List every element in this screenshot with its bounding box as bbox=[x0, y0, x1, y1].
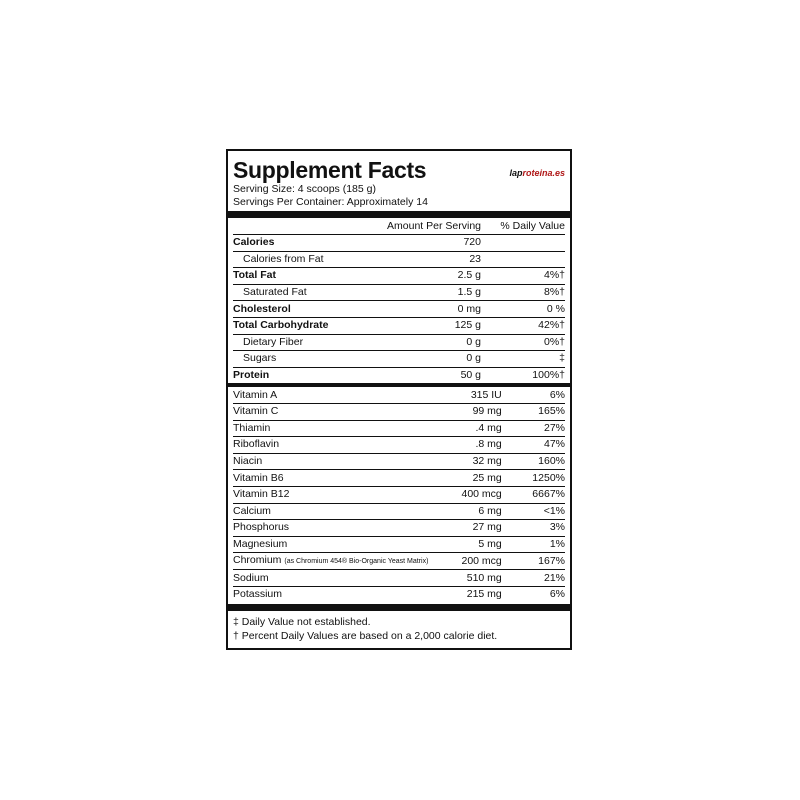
nutrient-row bbox=[233, 503, 565, 520]
column-header-row bbox=[233, 218, 565, 235]
nutrient-row bbox=[233, 235, 565, 252]
nutrient-name: Niacin bbox=[233, 453, 428, 470]
nutrient-row bbox=[233, 453, 565, 470]
nutrient-daily-value: 27% bbox=[508, 420, 565, 437]
nutrient-amount: 1.5 g bbox=[366, 284, 487, 301]
nutrient-name: Dietary Fiber bbox=[233, 334, 366, 351]
nutrient-row bbox=[233, 536, 565, 553]
nutrient-row bbox=[233, 470, 565, 487]
nutrient-daily-value: 165% bbox=[508, 403, 565, 420]
header-blank bbox=[233, 218, 366, 235]
nutrient-amount: 0 mg bbox=[366, 301, 487, 318]
amount-header: Amount Per Serving bbox=[366, 218, 487, 235]
nutrient-amount: 720 bbox=[366, 235, 487, 252]
nutrient-name: Calories from Fat bbox=[233, 251, 366, 268]
nutrient-amount: 315 IU bbox=[428, 387, 507, 403]
nutrient-row bbox=[233, 351, 565, 368]
daily-value-header: % Daily Value bbox=[487, 218, 565, 235]
micros-table bbox=[233, 387, 565, 602]
nutrient-daily-value: 1% bbox=[508, 536, 565, 553]
nutrient-amount: .8 mg bbox=[428, 437, 507, 454]
nutrient-amount: 27 mg bbox=[428, 520, 507, 537]
nutrient-daily-value: 1250% bbox=[508, 470, 565, 487]
nutrient-name: Calcium bbox=[233, 503, 428, 520]
nutrient-row bbox=[233, 387, 565, 403]
nutrient-row bbox=[233, 317, 565, 334]
nutrient-name: Riboflavin bbox=[233, 437, 428, 454]
nutrient-daily-value: 8%† bbox=[487, 284, 565, 301]
nutrient-name: Vitamin C bbox=[233, 403, 428, 420]
nutrient-name: Magnesium bbox=[233, 536, 428, 553]
nutrient-row bbox=[233, 553, 565, 570]
nutrient-row bbox=[233, 284, 565, 301]
serving-size: Serving Size: 4 scoops (185 g) bbox=[233, 183, 376, 195]
nutrient-daily-value: 0%† bbox=[487, 334, 565, 351]
nutrient-daily-value bbox=[487, 235, 565, 252]
nutrient-row bbox=[233, 437, 565, 454]
footnotes bbox=[233, 611, 565, 643]
nutrient-name: Vitamin B6 bbox=[233, 470, 428, 487]
nutrient-daily-value: 42%† bbox=[487, 317, 565, 334]
nutrient-amount: 99 mg bbox=[428, 403, 507, 420]
nutrient-daily-value: 160% bbox=[508, 453, 565, 470]
nutrient-amount: 32 mg bbox=[428, 453, 507, 470]
nutrient-daily-value: 0 % bbox=[487, 301, 565, 318]
nutrient-daily-value: <1% bbox=[508, 503, 565, 520]
servings-per-container: Servings Per Container: Approximately 14 bbox=[233, 196, 428, 208]
nutrient-daily-value: 3% bbox=[508, 520, 565, 537]
nutrient-row bbox=[233, 334, 565, 351]
nutrient-row bbox=[233, 586, 565, 602]
nutrient-name: Potassium bbox=[233, 588, 283, 601]
divider-thick bbox=[228, 211, 570, 218]
nutrient-amount: 23 bbox=[366, 251, 487, 268]
footnote-daily-value: ‡ Daily Value not established. bbox=[233, 616, 371, 629]
nutrient-name: Sodium bbox=[233, 570, 428, 587]
nutrient-row bbox=[233, 420, 565, 437]
nutrient-amount: 0 g bbox=[366, 351, 487, 368]
nutrient-name: Total Fat bbox=[233, 268, 366, 285]
nutrient-amount: 6 mg bbox=[428, 503, 507, 520]
nutrient-daily-value bbox=[487, 251, 565, 268]
nutrient-row bbox=[233, 520, 565, 537]
nutrient-row bbox=[233, 268, 565, 285]
nutrient-name: Phosphorus bbox=[233, 520, 428, 537]
nutrient-amount: 2.5 g bbox=[366, 268, 487, 285]
nutrient-amount: 200 mcg bbox=[428, 553, 507, 570]
nutrient-name: Chromium (as Chromium 454® Bio-Organic Yeast Matrix) bbox=[233, 553, 428, 570]
nutrient-daily-value: 6% bbox=[549, 588, 565, 601]
nutrient-name: Total Carbohydrate bbox=[233, 317, 366, 334]
brand-logo: laproteina.es bbox=[509, 168, 565, 178]
nutrient-row bbox=[233, 570, 565, 587]
nutrient-name: Vitamin A bbox=[233, 387, 428, 403]
nutrient-amount: 510 mg bbox=[428, 570, 507, 587]
nutrient-daily-value: 21% bbox=[508, 570, 565, 587]
nutrient-note: (as Chromium 454® Bio-Organic Yeast Matrix) bbox=[284, 558, 429, 566]
nutrient-amount: 50 g bbox=[460, 369, 481, 382]
nutrient-daily-value: 167% bbox=[508, 553, 565, 570]
nutrient-name: Calories bbox=[233, 235, 366, 252]
nutrient-name: Sugars bbox=[233, 351, 366, 368]
nutrient-daily-value: 6% bbox=[508, 387, 565, 403]
nutrient-row bbox=[233, 251, 565, 268]
nutrient-row bbox=[233, 403, 565, 420]
nutrient-row bbox=[233, 486, 565, 503]
nutrient-amount: 0 g bbox=[366, 334, 487, 351]
nutrient-daily-value: ‡ bbox=[487, 351, 565, 368]
nutrient-amount: 215 mg bbox=[466, 588, 502, 601]
label-title: Supplement Facts bbox=[233, 157, 427, 183]
divider-thick-bottom bbox=[228, 604, 570, 611]
nutrient-daily-value: 6667% bbox=[508, 486, 565, 503]
nutrient-amount: .4 mg bbox=[428, 420, 507, 437]
nutrient-name: Saturated Fat bbox=[233, 284, 366, 301]
nutrient-row bbox=[233, 301, 565, 318]
nutrient-row bbox=[233, 367, 565, 383]
supplement-facts-label bbox=[226, 149, 572, 650]
nutrient-name: Cholesterol bbox=[233, 301, 366, 318]
nutrient-amount: 125 g bbox=[366, 317, 487, 334]
nutrient-daily-value: 4%† bbox=[487, 268, 565, 285]
title-row bbox=[233, 151, 565, 183]
nutrient-name: Protein bbox=[233, 369, 270, 382]
nutrient-daily-value: 47% bbox=[508, 437, 565, 454]
nutrient-name: Thiamin bbox=[233, 420, 428, 437]
nutrient-amount: 400 mcg bbox=[428, 486, 507, 503]
nutrient-amount: 5 mg bbox=[428, 536, 507, 553]
nutrient-name: Vitamin B12 bbox=[233, 486, 428, 503]
nutrient-amount: 25 mg bbox=[428, 470, 507, 487]
nutrient-daily-value: 100%† bbox=[532, 369, 565, 382]
macros-table bbox=[233, 218, 565, 383]
footnote-percent: † Percent Daily Values are based on a 2,000 calorie diet. bbox=[233, 630, 498, 643]
